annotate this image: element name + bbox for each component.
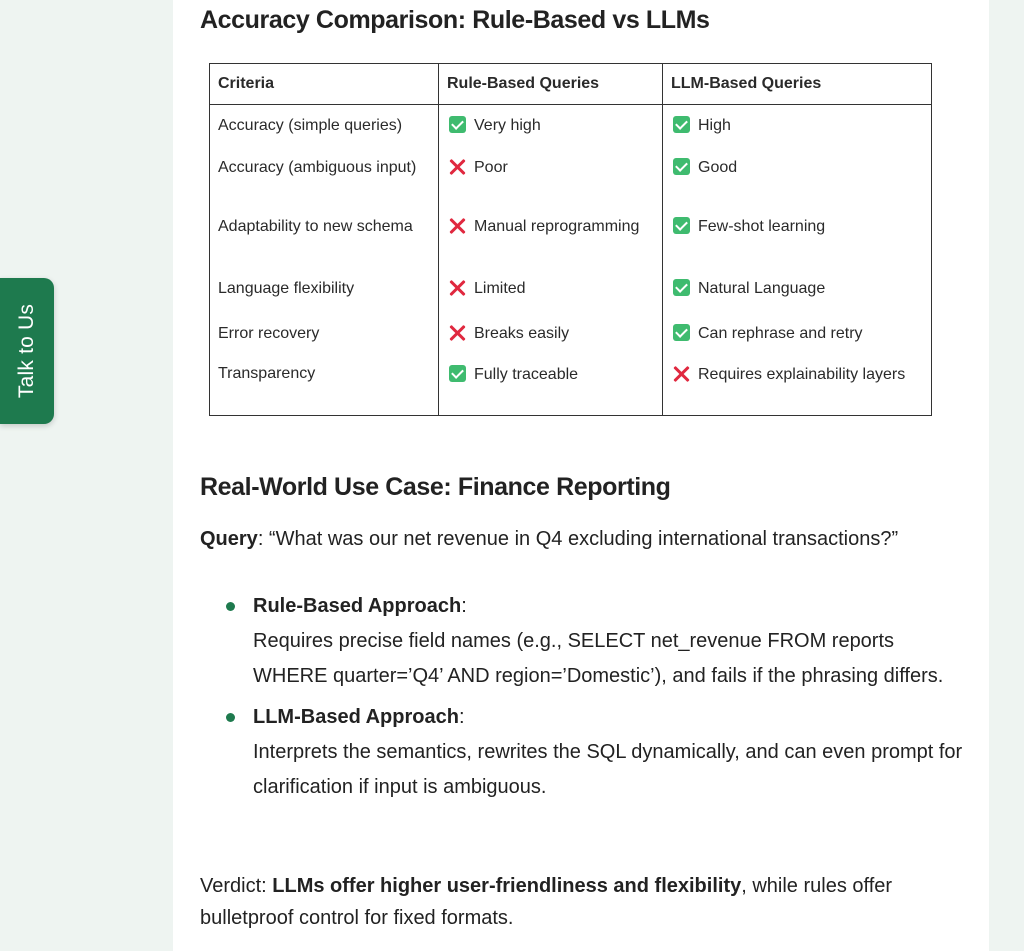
llm-value: Few-shot learning (698, 218, 826, 235)
criteria-cell: Transparency (210, 355, 439, 416)
table-row (210, 189, 932, 265)
criteria-cell: Adaptability to new schema (210, 189, 439, 265)
check-icon (673, 217, 690, 234)
cross-icon (673, 365, 690, 382)
llm-value: Can rephrase and retry (698, 325, 863, 342)
header-rule-based: Rule-Based Queries (439, 64, 663, 105)
rule-value: Poor (474, 159, 508, 176)
rule-cell (439, 105, 663, 147)
list-item: LLM-Based Approach: Interprets the semantics, rewrites the SQL dynamically, and can even prompt for clarification if input is ambiguous. (225, 700, 965, 805)
llm-cell (663, 313, 932, 355)
rule-value: Limited (474, 280, 526, 297)
table-row (210, 313, 932, 355)
llm-cell (663, 355, 932, 416)
table-header-row (210, 64, 932, 105)
rule-cell (439, 313, 663, 355)
criteria-cell: Error recovery (210, 313, 439, 355)
check-icon (673, 279, 690, 296)
talk-to-us-label: Talk to Us (15, 303, 39, 399)
rule-value: Manual reprogramming (474, 218, 640, 235)
approach-text: Interprets the semantics, rewrites the SQL dynamically, and can even prompt for clarification if input is ambiguous. (253, 741, 963, 798)
approach-text: Requires precise field names (e.g., SELECT net_revenue FROM reports WHERE quarter=’Q4’ AND region=’Domestic’), and fails if the phrasing differs. (253, 630, 944, 687)
rule-cell (439, 189, 663, 265)
query-label: Query (200, 528, 258, 550)
comparison-table (209, 63, 932, 416)
verdict-suffix: , while rules offer bulletproof control for fixed formats. (200, 875, 893, 929)
approach-title: Rule-Based Approach (253, 595, 462, 617)
section-title-use-case: Real-World Use Case: Finance Reporting (200, 473, 671, 501)
llm-value: Good (698, 159, 738, 176)
cross-icon (449, 217, 466, 234)
llm-cell (663, 147, 932, 189)
approach-list (225, 589, 965, 811)
rule-value: Fully traceable (474, 365, 579, 383)
query-text: : “What was our net revenue in Q4 excluding international transactions?” (257, 528, 899, 550)
rule-value: Very high (474, 117, 541, 135)
cross-icon (449, 279, 466, 296)
talk-to-us-button[interactable] (0, 278, 54, 424)
llm-cell (663, 265, 932, 313)
rule-value: Breaks easily (474, 325, 570, 342)
check-icon (673, 116, 690, 133)
query-paragraph (200, 528, 898, 551)
section-title-accuracy: Accuracy Comparison: Rule-Based vs LLMs (200, 6, 710, 34)
header-criteria: Criteria (210, 64, 439, 105)
header-llm-based: LLM-Based Queries (663, 64, 932, 105)
table-row (210, 105, 932, 147)
check-icon (449, 116, 466, 133)
check-icon (673, 324, 690, 341)
check-icon (449, 365, 466, 382)
bullet-icon (226, 713, 235, 722)
verdict-highlight: LLMs offer higher user-friendliness and flexibility (272, 875, 742, 897)
check-icon (673, 158, 690, 175)
bullet-icon (226, 602, 235, 611)
table-row (210, 355, 932, 416)
llm-value: Natural Language (698, 280, 826, 297)
verdict-paragraph (200, 870, 940, 934)
llm-value: High (698, 117, 731, 135)
rule-cell (439, 265, 663, 313)
llm-value: Requires explainability layers (698, 365, 906, 383)
llm-cell (663, 105, 932, 147)
criteria-cell: Language flexibility (210, 265, 439, 313)
table-row (210, 265, 932, 313)
llm-cell (663, 189, 932, 265)
verdict-prefix: Verdict: (200, 875, 273, 897)
list-item: Rule-Based Approach: Requires precise field names (e.g., SELECT net_revenue FROM reports WHERE quarter=’Q4’ AND region=’Domestic’), and fails if the phrasing differs. (225, 589, 965, 694)
cross-icon (449, 158, 466, 175)
rule-cell (439, 355, 663, 416)
cross-icon (449, 324, 466, 341)
rule-cell (439, 147, 663, 189)
table-row (210, 147, 932, 189)
approach-title: LLM-Based Approach (253, 706, 459, 728)
criteria-cell: Accuracy (simple queries) (210, 105, 439, 147)
criteria-cell: Accuracy (ambiguous input) (210, 147, 439, 189)
